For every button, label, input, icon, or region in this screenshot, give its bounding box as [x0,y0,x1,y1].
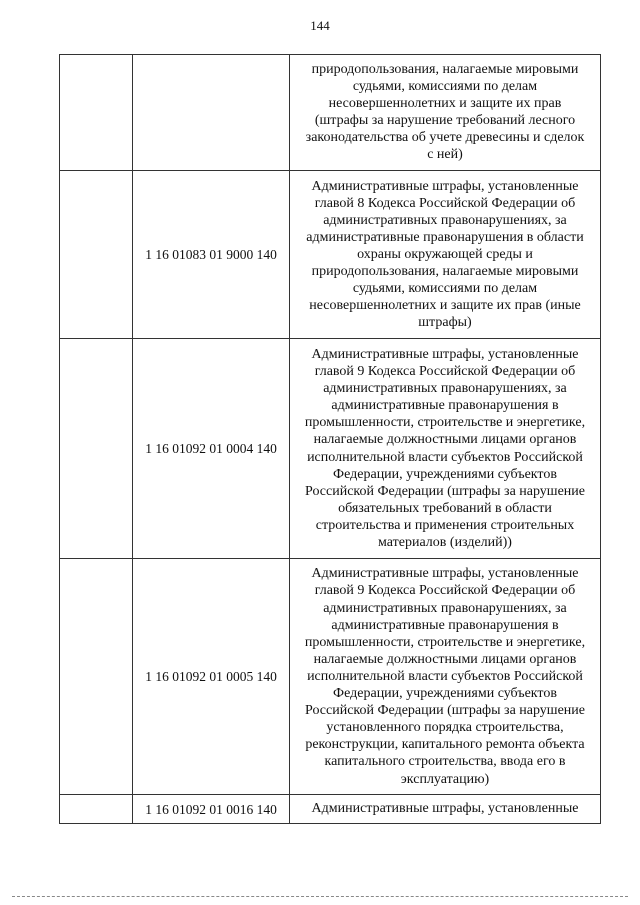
description-line: материалов (изделий)) [378,534,512,550]
blank-cell [60,55,133,171]
description-line: природопользования, налагаемые мировыми [311,264,579,280]
description-cell [290,171,601,339]
page-edge-divider [12,896,628,897]
description-line: Российской Федерации (штрафы за нарушение [305,483,585,499]
table-row [60,55,601,171]
description-cell [290,55,601,171]
description-line: штрафы) [418,315,472,331]
description-line: несовершеннолетних и защите их прав (иные [309,298,581,314]
description-line: установленного порядка строительства, [326,720,564,736]
table-row [60,559,601,795]
description-line: Федерации, учреждениями субъектов [333,466,557,482]
budget-codes-table [59,54,601,824]
description-line: административных правонарушениях, за [323,381,567,397]
description-line: несовершеннолетних и защите их прав [328,96,562,112]
description-line: с ней) [427,147,463,163]
description-line: административные правонарушения в области [306,229,584,245]
blank-cell [60,339,133,559]
description-line: Административные штрафы, установленные [311,801,579,817]
description-line: главой 8 Кодекса Российской Федерации об [314,195,576,211]
code-cell: 1 16 01092 01 0005 140 [133,559,290,795]
description-line: Административные штрафы, установленные [311,178,579,194]
code-cell: 1 16 01092 01 0004 140 [133,339,290,559]
table-row [60,171,601,339]
description-line: Административные штрафы, установленные [311,346,579,362]
code-cell: 1 16 01083 01 9000 140 [133,171,290,339]
description-line: промышленности, строительстве и энергетике, [304,415,586,431]
description-line: строительства и применения строительных [315,517,575,533]
description-line: административные правонарушения в [331,398,559,414]
table-row [60,339,601,559]
description-line: Административные штрафы, установленные [311,566,579,582]
description-line: судьями, комиссиями по делам [352,79,538,95]
description-line: природопользования, налагаемые мировыми [311,62,579,77]
description-line: исполнительной власти субъектов Российской [307,668,583,684]
description-line: промышленности, строительстве и энергетике, [304,634,586,650]
blank-cell [60,795,133,824]
description-line: законодательства об учете древесины и сделок [305,130,585,146]
description-line: обязательных требований в области [338,500,552,516]
page-number: 144 [310,18,330,33]
description-line: главой 9 Кодекса Российской Федерации об [314,364,576,380]
description-line: реконструкции, капитального ремонта объекта [305,737,585,753]
description-cell [290,795,601,824]
description-line: административные правонарушения в [331,617,559,633]
description-cell [290,559,601,795]
code-cell [133,55,290,171]
description-line: Российской Федерации (штрафы за нарушение [305,703,585,719]
description-line: капитального строительства, ввода его в [324,754,566,770]
description-line: Федерации, учреждениями субъектов [333,686,557,702]
description-line: эксплуатацию) [400,771,490,787]
description-line: судьями, комиссиями по делам [352,281,538,297]
code-cell: 1 16 01092 01 0016 140 [133,795,290,824]
description-line: (штрафы за нарушение требований лесного [314,113,576,129]
description-line: административных правонарушениях, за [323,600,567,616]
blank-cell [60,559,133,795]
blank-cell [60,171,133,339]
description-line: исполнительной власти субъектов Российской [307,449,583,465]
table-row [60,795,601,824]
description-line: налагаемые должностными лицами органов [313,432,577,448]
description-line: главой 9 Кодекса Российской Федерации об [314,583,576,599]
description-line: охраны окружающей среды и [357,246,533,262]
description-cell [290,339,601,559]
description-line: налагаемые должностными лицами органов [313,651,577,667]
description-line: административных правонарушениях, за [323,212,567,228]
